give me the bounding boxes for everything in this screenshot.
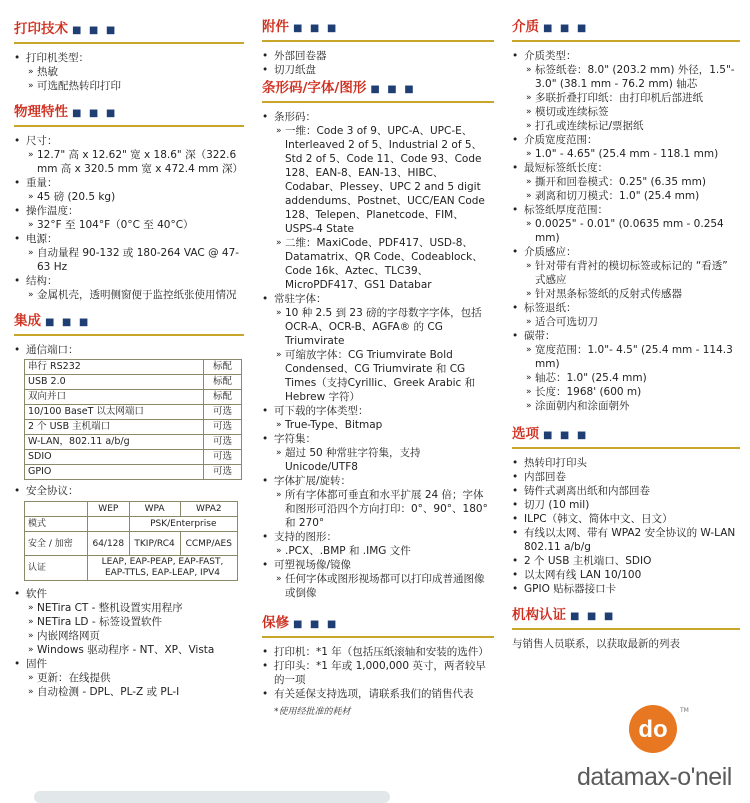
bottom-decorative-bar [34, 791, 390, 803]
sub-item: » 0.0025" - 0.01" (0.0635 mm - 0.254 mm) [524, 217, 740, 245]
sub-item: » 可选配热转印打印 [26, 79, 244, 93]
sub-item: » 32°F 至 104°F（0°C 至 40°C） [26, 218, 244, 232]
heading-warranty: 保修 [262, 615, 289, 631]
table-row: 认证 LEAP, EAP-PEAP, EAP-FAST, EAP-TTLS, EAP-LEAP, IPV4 [25, 556, 238, 581]
list-item: • 电源： » 自动量程 90-132 或 180-264 VAC @ 47-63 Hz [14, 232, 244, 274]
list-item: • 尺寸： » 12.7" 高 x 12.62" 宽 x 18.6" 深（322.6 mm 高 x 320.5 mm 宽 x 472.4 mm 深） [14, 134, 244, 176]
sub-item: » 所有字体都可垂直和水平扩展 24 倍；字体和图形可沿四个方向打印：0°、90°、180° 和 270° [274, 488, 494, 530]
heading-integration: 集成 [14, 313, 41, 329]
list-item: • 介质感应： » 针对带有背衬的模切标签或标记的 “看透” 式感应 » 针对黑条标签纸的反射式传感器 [512, 245, 740, 301]
list-item: • 字体扩展/旋转： » 所有字体都可垂直和水平扩展 24 倍；字体和图形可沿四个方向打印：0°、90°、180° 和 270° [262, 474, 494, 530]
warranty-note: *使用经批准的耗材 [274, 707, 351, 717]
heading-rule [512, 40, 740, 42]
table-row: W-LAN，802.11 a/b/g 可选 [25, 435, 242, 450]
heading-dots: ■ ■ ■ [543, 23, 589, 34]
list-item: • ILPC（韩文、简体中文、日文） [512, 512, 740, 526]
table-row: 模式 PSK/Enterprise [25, 517, 238, 532]
list-item: • 有线以太网、带有 WPA2 安全协议的 W-LAN 802.11 a/b/g [512, 526, 740, 554]
sub-item: » True-Type、Bitmap [274, 418, 494, 432]
sub-item: » 长度：1968' (600 m) [524, 385, 740, 399]
list-item: • 铸件式剥离出纸和内部回卷 [512, 484, 740, 498]
sub-item: » 可缩放字体：CG Triumvirate Bold Condensed、CG Triumvirate 和 CG Times（支持Cyrillic、Greek Arabic 和 Hebrew 字符） [274, 348, 494, 404]
logo-wordmark: datamax-o'neil [577, 763, 732, 791]
heading-accessories: 附件 [262, 19, 289, 35]
section-options [512, 425, 740, 596]
section-integration [14, 312, 244, 699]
list-item: • 安全协议： [14, 484, 244, 498]
section-physical [14, 103, 244, 302]
sub-item: » 轴芯：1.0" (25.4 mm) [524, 371, 740, 385]
heading-dots: ■ ■ ■ [570, 611, 616, 622]
list-item: • 结构： » 金属机壳，透明侧窗便于监控纸张使用情况 [14, 274, 244, 302]
heading-dots: ■ ■ ■ [293, 619, 339, 630]
heading-rule [262, 636, 494, 638]
sub-item: » 金属机壳，透明侧窗便于监控纸张使用情况 [26, 288, 244, 302]
list-item: • 可下载的字体类型： » True-Type、Bitmap [262, 404, 494, 432]
heading-rule [262, 101, 494, 103]
heading-dots: ■ ■ ■ [370, 84, 416, 95]
brand-logo [577, 700, 747, 801]
list-item: • 固件 » 更新：在线提供 » 自动检测 - DPL、PL-Z 或 PL-I [14, 657, 244, 699]
list-item: • 打印机类型： » 热敏 » 可选配热转印打印 [14, 51, 244, 93]
table-row: 双向并口 标配 [25, 390, 242, 405]
list-item: • 字符集： » 超过 50 种常驻字符集，支持 Unicode/UTF8 [262, 432, 494, 474]
list-item: • 热转印打印头 [512, 456, 740, 470]
list-item: • 可塑视场像/镜像 » 任何字体或图形视场都可以打印成普通图像或倒像 [262, 558, 494, 600]
sub-item: » 自动检测 - DPL、PL-Z 或 PL-I [26, 685, 244, 699]
table-row: 2 个 USB 主机端口 可选 [25, 420, 242, 435]
table-row: 10/100 BaseT 以太网端口 可选 [25, 405, 242, 420]
section-warranty [262, 614, 494, 719]
list-item: • 最短标签纸长度： » 撕开和回卷模式：0.25" (6.35 mm) » 剥离和切刀模式：1.0" (25.4 mm) [512, 161, 740, 203]
sub-item: » 45 磅 (20.5 kg) [26, 190, 244, 204]
list-item: • 通信端口： [14, 343, 244, 357]
sub-item: » 多联折叠打印纸：由打印机后部进纸 [524, 91, 740, 105]
sub-item: » 标签纸卷：8.0" (203.2 mm) 外径，1.5"- 3.0" (38.1 mm - 76.2 mm) 轴芯 [524, 63, 740, 91]
heading-dots: ■ ■ ■ [543, 430, 589, 441]
sub-item: » Windows 驱动程序 - NT、XP、Vista [26, 643, 244, 657]
section-cert [512, 606, 740, 651]
sub-item: » 超过 50 种常驻字符集，支持 Unicode/UTF8 [274, 446, 494, 474]
list-item: • 有关延保支持选项，请联系我们的销售代表 [262, 687, 494, 701]
heading-barcode: 条形码/字体/图形 [262, 80, 367, 96]
heading-dots: ■ ■ ■ [72, 108, 118, 119]
heading-rule [512, 628, 740, 630]
list-item: • 软件 » NETira CT - 整机设置实用程序 » NETira LD - 标签设置软件 » 内嵌网络网页 » Windows 驱动程序 - NT、XP、Vista [14, 587, 244, 657]
logo-mark-icon [629, 705, 677, 753]
heading-rule [262, 40, 494, 42]
list-item: • 操作温度： » 32°F 至 104°F（0°C 至 40°C） [14, 204, 244, 232]
list-item: • 介质类型： » 标签纸卷：8.0" (203.2 mm) 外径，1.5"- 3.0" (38.1 mm - 76.2 mm) 轴芯 » 多联折叠打印纸：由打印机后部进纸 » 模切或连续标签 » 打孔或连续标记/票据纸 [512, 49, 740, 133]
sub-item: » 剥离和切刀模式：1.0" (25.4 mm) [524, 189, 740, 203]
sub-item: » 一维：Code 3 of 9、UPC-A、UPC-E、Interleaved 2 of 5、Industrial 2 of 5、Std 2 of 5、Code 11、Code 93、Code 128、EAN-8、EAN-13、HIBC、Codabar、Plessey、UPC 2 and 5 digit addendums、Postnet、UCC/EAN Code 128、Telepen、Planetcode、FIM、USPS-4 State [274, 124, 494, 236]
sub-item: » 针对黑条标签纸的反射式传感器 [524, 287, 740, 301]
sub-item: » 涂面朝内和涂面朝外 [524, 399, 740, 413]
heading-cert: 机构认证 [512, 607, 566, 623]
list-item: • 条形码： » 一维：Code 3 of 9、UPC-A、UPC-E、Interleaved 2 of 5、Industrial 2 of 5、Std 2 of 5、Code 11、Code 93、Code 128、EAN-8、EAN-13、HIBC、Codabar、Plessey、UPC 2 and 5 digit addendums、Postnet、UCC/EAN Code 128、Telepen、Planetcode、FIM、USPS-4 State » 二维：MaxiCode、PDF417、USD-8、Datamatrix、QR Code、Codeablock、Code 16k、Aztec、TLC39、MicroPDF417、GS1 Databar [262, 110, 494, 292]
heading-print-tech: 打印技术 [14, 21, 68, 37]
cert-text: 与销售人员联系，以获取最新的列表 [512, 638, 680, 650]
sub-item: » 宽度范围：1.0"- 4.5" (25.4 mm - 114.3 mm) [524, 343, 740, 371]
heading-rule [14, 125, 244, 127]
list-item: • 以太网有线 LAN 10/100 [512, 568, 740, 582]
list-item: • 2 个 USB 主机端口、SDIO [512, 554, 740, 568]
sub-item: » 1.0" - 4.65" (25.4 mm - 118.1 mm) [524, 147, 740, 161]
sub-item: » 二维：MaxiCode、PDF417、USD-8、Datamatrix、QR Code、Codeablock、Code 16k、Aztec、TLC39、MicroPDF417、GS1 Databar [274, 236, 494, 292]
sub-item: » .PCX、.BMP 和 .IMG 文件 [274, 544, 494, 558]
list-item: • 打印机：*1 年（包括压纸滚轴和安装的选件） [262, 645, 494, 659]
sub-item: » 撕开和回卷模式：0.25" (6.35 mm) [524, 175, 740, 189]
section-print-tech [14, 20, 244, 93]
heading-rule [14, 334, 244, 336]
list-item: • 常驻字体： » 10 种 2.5 到 23 磅的字母数字字体，包括 OCR-A、OCR-B、AGFA® 的 CG Triumvirate » 可缩放字体：CG Triumvirate Bold Condensed、CG Triumvirate 和 CG Times（支持Cyrillic、Greek Arabic 和 Hebrew 字符） [262, 292, 494, 404]
heading-physical: 物理特性 [14, 104, 68, 120]
sub-item: » 10 种 2.5 到 23 磅的字母数字字体，包括 OCR-A、OCR-B、AGFA® 的 CG Triumvirate [274, 306, 494, 348]
table-row: USB 2.0 标配 [25, 375, 242, 390]
sub-item: » 模切或连续标签 [524, 105, 740, 119]
heading-dots: ■ ■ ■ [293, 23, 339, 34]
sub-item: » 内嵌网络网页 [26, 629, 244, 643]
sub-item: » 热敏 [26, 65, 244, 79]
heading-rule [14, 42, 244, 44]
section-media [512, 18, 740, 413]
table-row: GPIO 可选 [25, 465, 242, 480]
sub-item: » 12.7" 高 x 12.62" 宽 x 18.6" 深（322.6 mm 高 x 320.5 mm 宽 x 472.4 mm 深） [26, 148, 244, 176]
table-row: 安全 / 加密 64/128 TKIP/RC4 CCMP/AES [25, 532, 238, 556]
list-item: • 重量： » 45 磅 (20.5 kg) [14, 176, 244, 204]
heading-options: 选项 [512, 426, 539, 442]
list-item: • 介质宽度范围： » 1.0" - 4.65" (25.4 mm - 118.1 mm) [512, 133, 740, 161]
sub-item: » NETira LD - 标签设置软件 [26, 615, 244, 629]
heading-rule [512, 447, 740, 449]
ports-table [24, 359, 242, 480]
list-item: • 切刀纸盘 [262, 63, 494, 77]
table-row: 串行 RS232 标配 [25, 360, 242, 375]
column-middle [262, 0, 494, 719]
sub-item: » 更新：在线提供 [26, 671, 244, 685]
list-item: • 打印头：*1 年或 1,000,000 英寸，两者较早的一项 [262, 659, 494, 687]
list-item: • 标签退纸： » 适合可选切刀 [512, 301, 740, 329]
table-row: WEP WPA WPA2 [25, 502, 238, 517]
column-right [512, 0, 740, 651]
sub-item: » 针对带有背衬的模切标签或标记的 “看透” 式感应 [524, 259, 740, 287]
section-accessories [262, 18, 494, 77]
heading-dots: ■ ■ ■ [72, 25, 118, 36]
list-item: • 标签纸厚度范围： » 0.0025" - 0.01" (0.0635 mm - 0.254 mm) [512, 203, 740, 245]
sub-item: » 打孔或连续标记/票据纸 [524, 119, 740, 133]
list-item: • 切刀 (10 mil) [512, 498, 740, 512]
heading-dots: ■ ■ ■ [45, 317, 91, 328]
logo-mark-text: do [638, 716, 668, 743]
sub-item: » 自动量程 90-132 或 180-264 VAC @ 47-63 Hz [26, 246, 244, 274]
section-barcode [262, 79, 494, 600]
list-item: • 碳带： » 宽度范围：1.0"- 4.5" (25.4 mm - 114.3 mm) » 轴芯：1.0" (25.4 mm) » 长度：1968' (600 m) » 涂面朝内和涂面朝外 [512, 329, 740, 413]
sub-item: » 适合可选切刀 [524, 315, 740, 329]
list-item: • GPIO 贴标器接口卡 [512, 582, 740, 596]
column-left [14, 0, 244, 699]
list-item: • 支持的图形： » .PCX、.BMP 和 .IMG 文件 [262, 530, 494, 558]
logo-mark-glyph [629, 705, 677, 753]
security-table [24, 501, 238, 581]
heading-media: 介质 [512, 19, 539, 35]
logo-tm: TM [680, 707, 689, 714]
sub-item: » NETira CT - 整机设置实用程序 [26, 601, 244, 615]
sub-item: » 任何字体或图形视场都可以打印成普通图像或倒像 [274, 572, 494, 600]
list-item: • 内部回卷 [512, 470, 740, 484]
list-item: • 外部回卷器 [262, 49, 494, 63]
table-row: SDIO 可选 [25, 450, 242, 465]
